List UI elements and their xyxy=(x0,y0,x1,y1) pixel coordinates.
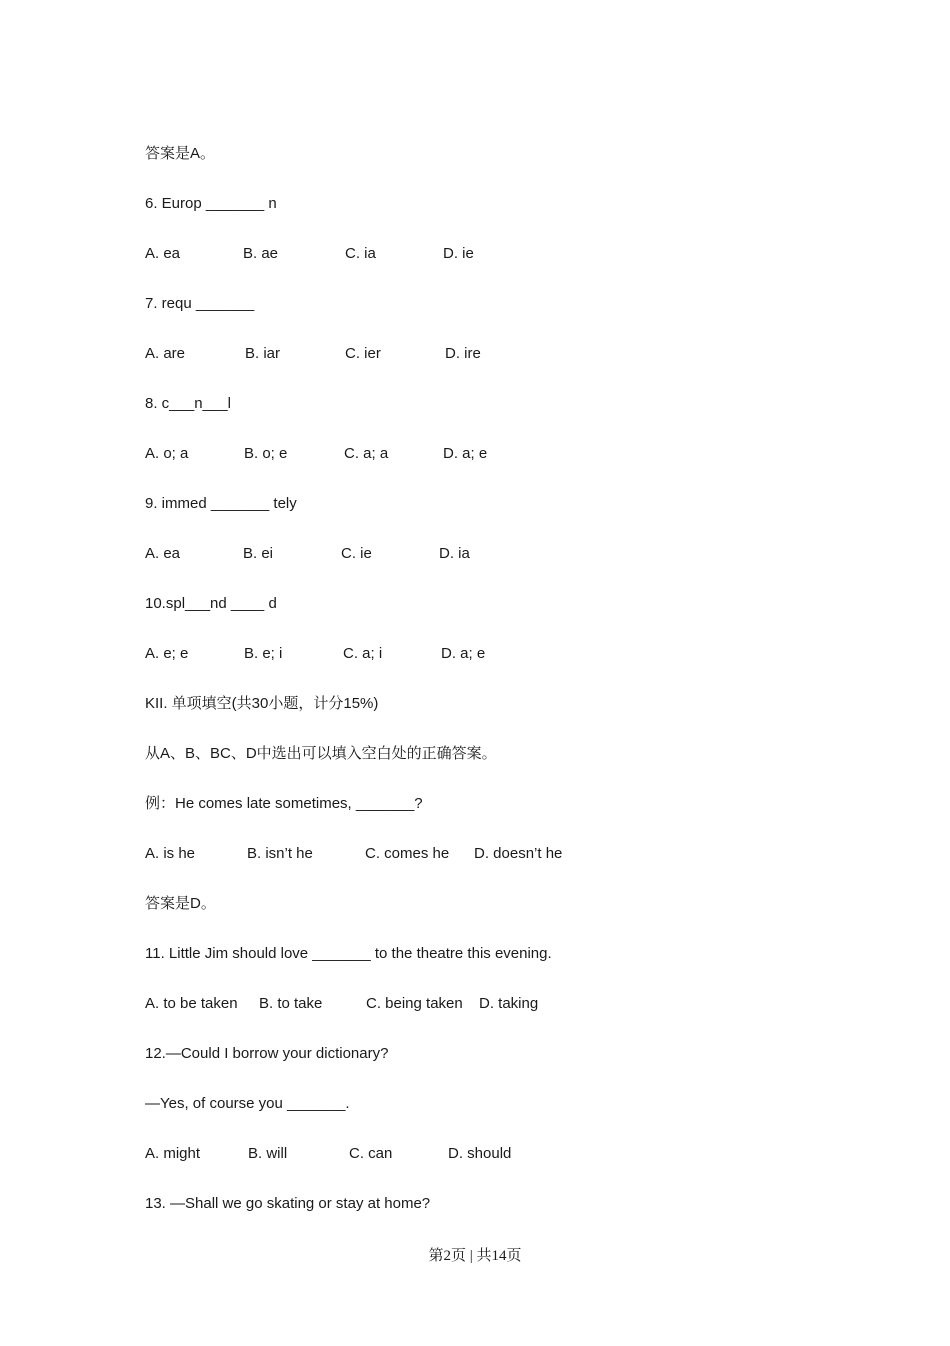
question-12-reply: —Yes, of course you _______. xyxy=(145,1095,350,1112)
q8-option-b: B. o; e xyxy=(244,445,288,462)
q9-option-b: B. ei xyxy=(243,545,274,562)
q10-option-d: D. a; e xyxy=(441,645,486,662)
q6-option-d: D. ie xyxy=(443,245,474,262)
question-12: 12.—Could I borrow your dictionary? xyxy=(145,1045,389,1062)
answer-line-a: 答案是A。 xyxy=(145,145,216,162)
q12-option-d: D. should xyxy=(448,1145,512,1162)
q8-option-a: A. o; a xyxy=(145,445,189,462)
section-heading: KII. 单项填空(共30小题，计分15%) xyxy=(145,695,379,712)
q6-option-b: B. ae xyxy=(243,245,279,262)
q10-option-a: A. e; e xyxy=(145,645,189,662)
q9-option-a: A. ea xyxy=(145,545,181,562)
q7-option-b: B. iar xyxy=(245,345,281,362)
q11-option-c: C. being taken xyxy=(366,995,463,1012)
example-option-d: D. doesn’t he xyxy=(474,845,563,862)
q8-option-c: C. a; a xyxy=(344,445,389,462)
question-6: 6. Europ _______ n xyxy=(145,195,277,212)
q9-option-c: C. ie xyxy=(341,545,372,562)
q12-option-a: A. might xyxy=(145,1145,201,1162)
q7-option-d: D. ire xyxy=(445,345,481,362)
q12-option-b: B. will xyxy=(248,1145,288,1162)
q12-option-c: C. can xyxy=(349,1145,393,1162)
question-9: 9. immed _______ tely xyxy=(145,495,297,512)
question-8: 8. c___n___l xyxy=(145,395,231,412)
section-instruction: 从A、B、BC、D中选出可以填入空白处的正确答案。 xyxy=(145,745,497,762)
question-13: 13. —Shall we go skating or stay at home? xyxy=(145,1195,431,1212)
example-question: 例：He comes late sometimes, _______? xyxy=(145,795,423,812)
q6-option-c: C. ia xyxy=(345,245,376,262)
q7-option-c: C. ier xyxy=(345,345,381,362)
q9-option-d: D. ia xyxy=(439,545,470,562)
answer-line-d: 答案是D。 xyxy=(145,895,216,912)
q11-option-d: D. taking xyxy=(479,995,539,1012)
q8-option-d: D. a; e xyxy=(443,445,488,462)
q10-option-c: C. a; i xyxy=(343,645,383,662)
q11-option-a: A. to be taken xyxy=(145,995,238,1012)
question-7: 7. requ _______ xyxy=(145,295,255,312)
example-option-a: A. is he xyxy=(145,845,196,862)
q7-option-a: A. are xyxy=(145,345,186,362)
question-10: 10.spl___nd ____ d xyxy=(145,595,277,612)
example-option-b: B. isn’t he xyxy=(247,845,313,862)
q11-option-b: B. to take xyxy=(259,995,323,1012)
question-11: 11. Little Jim should love _______ to the theatre this evening. xyxy=(145,945,552,962)
page-footer: 第2页 | 共14页 xyxy=(428,1248,522,1264)
example-option-c: C. comes he xyxy=(365,845,450,862)
q10-option-b: B. e; i xyxy=(244,645,283,662)
q6-option-a: A. ea xyxy=(145,245,181,262)
